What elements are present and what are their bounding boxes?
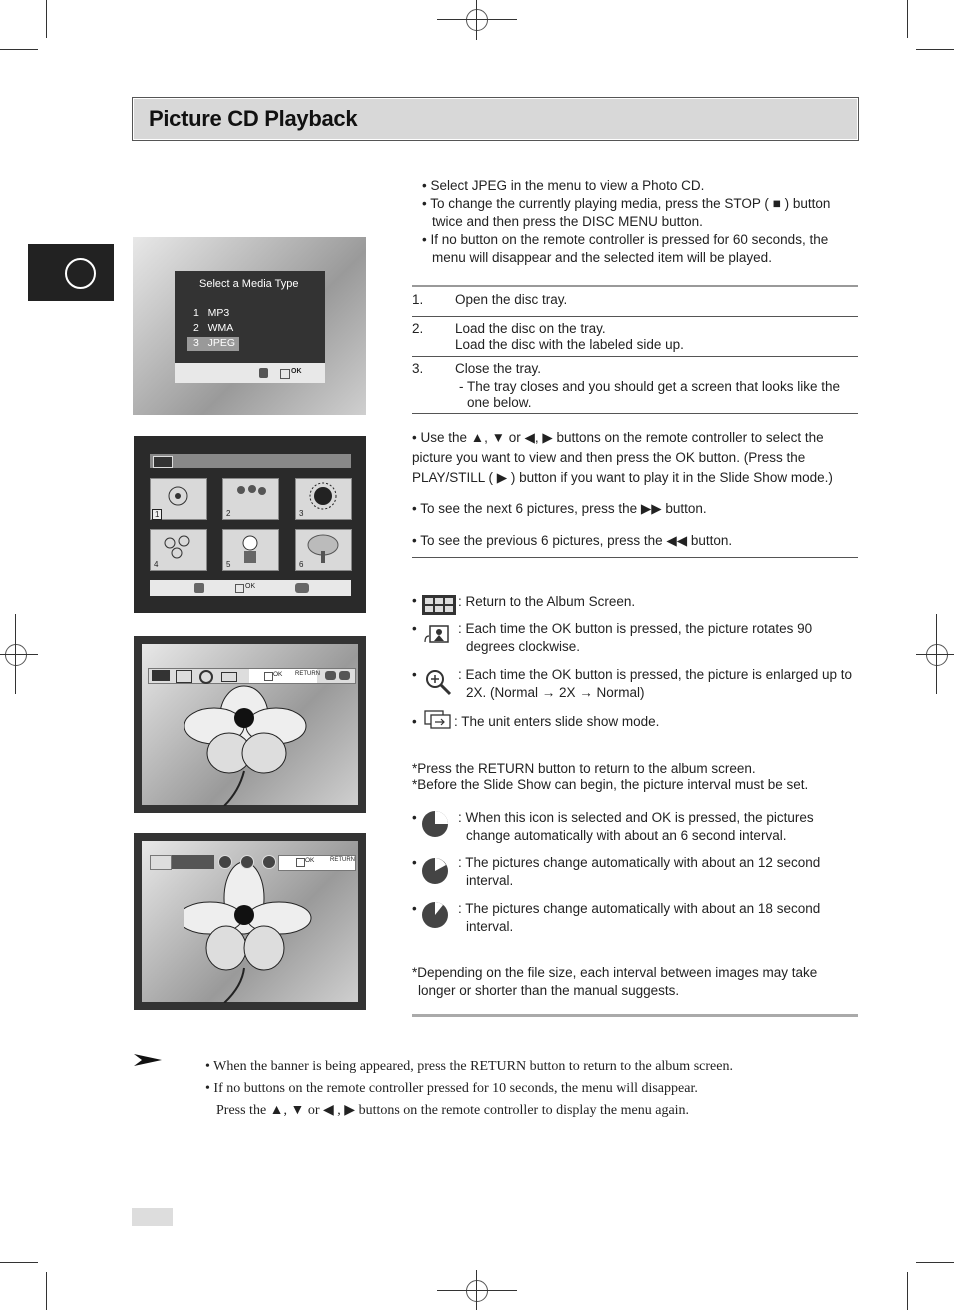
interval-6-icon[interactable] <box>218 855 232 869</box>
crop-mark <box>437 19 517 20</box>
menu-item[interactable]: 2 WMA <box>193 322 234 334</box>
thumb-number: 3 <box>299 509 304 518</box>
crop-mark <box>476 0 477 40</box>
menu-footer <box>175 363 325 383</box>
crop-mark <box>907 0 908 38</box>
interval-6-icon <box>420 809 450 839</box>
interval-item-text: : The pictures change automatically with about an 18 second interval. <box>458 901 821 934</box>
menu-item[interactable]: 1 MP3 <box>193 307 230 319</box>
icon-item-text: : The unit enters slide show mode. <box>454 714 660 729</box>
bottom-notes <box>205 1056 845 1122</box>
updown-icon <box>259 368 268 378</box>
press-note: *Before the Slide Show can begin, the picture interval must be set. <box>412 777 809 792</box>
album-grid-icon <box>422 595 456 615</box>
interval-18-icon <box>420 900 450 930</box>
zoom-icon[interactable] <box>199 670 213 684</box>
viewer-screen <box>134 636 366 813</box>
divider <box>412 557 858 558</box>
divider <box>412 285 858 287</box>
viewer-toolbar <box>148 668 356 684</box>
crop-mark <box>46 1272 47 1310</box>
ok-label: OK <box>245 583 256 590</box>
divider <box>412 316 858 317</box>
nav-bullet: • To see the previous 6 pictures, press the ◀◀ button. <box>412 533 733 548</box>
crop-mark <box>907 1272 908 1310</box>
zoom-icon <box>424 668 452 696</box>
step-number: 2. <box>412 321 424 336</box>
ok-label: OK <box>273 671 283 678</box>
ok-icon <box>296 858 305 867</box>
slideshow-icon <box>424 710 452 730</box>
interval-18-icon[interactable] <box>262 855 276 869</box>
slideshow-screen <box>134 833 366 1010</box>
next-page-icon <box>295 583 309 593</box>
slideshow-icon[interactable] <box>150 855 172 870</box>
nav-bullet: • To see the next 6 pictures, press the ▶▶ button. <box>412 501 707 516</box>
bottom-note: • When the banner is being appeared, press the RETURN button to return to the album screen. <box>205 1059 733 1074</box>
sun-thumbnail-icon <box>305 480 341 516</box>
interval-12-icon <box>420 856 450 886</box>
step-subtext: - The tray closes and you should get a screen that looks like the one below. <box>459 379 840 410</box>
interval-item-text: : The pictures change automatically with about an 12 second interval. <box>458 855 821 888</box>
album-title-bar <box>150 454 351 468</box>
flower-picture <box>184 681 324 806</box>
slideshow-icon[interactable] <box>221 672 237 682</box>
step-text: Open the disc tray. <box>455 292 568 307</box>
interval-item-text: : When this icon is selected and OK is pressed, the pictures change automatically with about an 6 second interval. <box>458 810 814 843</box>
crop-mark <box>0 654 38 655</box>
ok-icon <box>280 369 290 379</box>
slideshow-toolbar <box>148 855 354 869</box>
flower-picture <box>184 858 324 1003</box>
crop-mark <box>0 49 38 50</box>
return-label: RETURN <box>330 857 355 863</box>
menu-title: Select a Media Type <box>199 278 299 290</box>
return-label: RETURN <box>295 671 320 677</box>
step-number: 3. <box>412 361 424 376</box>
album-footer <box>150 580 351 596</box>
thumb-number: 1 <box>152 509 162 520</box>
divider <box>412 413 858 414</box>
ok-icon <box>235 584 244 593</box>
crop-mark <box>437 1290 517 1291</box>
step-number: 1. <box>412 292 424 307</box>
step-text: Close the tray. <box>455 361 542 376</box>
registration-mark <box>466 1280 488 1302</box>
registration-mark <box>926 644 948 666</box>
girl-thumbnail-icon <box>232 531 268 567</box>
navigate-icon <box>194 583 204 593</box>
section-tab <box>28 244 114 301</box>
thumb-number: 6 <box>299 560 304 569</box>
album-screen <box>134 436 366 613</box>
divider <box>412 356 858 357</box>
crop-mark <box>916 654 954 655</box>
crop-mark <box>0 1262 38 1263</box>
rotate-icon[interactable] <box>176 670 192 683</box>
step-subtext: Load the disc with the labeled side up. <box>455 337 684 352</box>
icon-item-text: : Return to the Album Screen. <box>458 594 636 609</box>
bottom-note: Press the ▲, ▼ or ◀ , ▶ buttons on the remote controller to display the menu again. <box>216 1103 690 1118</box>
bottom-note: • If no buttons on the remote controller pressed for 10 seconds, the menu will disappear. <box>205 1081 698 1096</box>
rotate-icon <box>424 624 450 646</box>
prev-icon[interactable] <box>325 671 336 680</box>
page-header <box>132 97 859 141</box>
album-grid-icon[interactable] <box>152 670 170 681</box>
nav-bullet: • Use the ▲, ▼ or ◀, ▶ buttons on the remote controller to select the picture you want to view and then press the OK button. (Press the PLAY/STILL ( ▶ ) button if you want to play it in the Slide Show mode.) <box>412 430 833 485</box>
crop-mark <box>916 1262 954 1263</box>
interval-12-icon[interactable] <box>240 855 254 869</box>
album-grid-icon <box>153 456 173 468</box>
tree-thumbnail-icon <box>305 531 341 567</box>
ok-icon <box>264 672 273 681</box>
intro-bullet: • If no button on the remote controller is pressed for 60 seconds, the menu will disappear and the selected item will be played. <box>422 232 829 265</box>
press-note: *Press the RETURN button to return to the album screen. <box>412 761 756 776</box>
media-type-menu <box>175 271 325 383</box>
note-arrow-icon <box>134 1052 164 1068</box>
thumb-number: 4 <box>154 560 159 569</box>
page-number-box <box>132 1208 173 1226</box>
crop-mark <box>916 49 954 50</box>
people-thumbnail-icon <box>232 480 268 516</box>
flower-thumbnail-icon <box>160 480 196 516</box>
registration-mark <box>466 9 488 31</box>
icon-item-text: : Each time the OK button is pressed, the picture rotates 90 degrees clockwise. <box>458 621 813 654</box>
intro-bullets <box>422 177 852 267</box>
depending-note: *Depending on the file size, each interval between images may take longer or shorter than the manual suggests. <box>412 965 818 998</box>
step-text: Load the disc on the tray. <box>455 321 606 336</box>
next-icon[interactable] <box>339 671 350 680</box>
registration-mark <box>5 644 27 666</box>
divider <box>412 1014 858 1017</box>
thumb-number: 5 <box>226 560 231 569</box>
circle-icon <box>65 258 96 289</box>
crop-mark <box>46 0 47 38</box>
intro-bullet: • Select JPEG in the menu to view a Photo CD. <box>422 178 705 193</box>
page-title: Picture CD Playback <box>149 106 358 131</box>
intro-bullet: • To change the currently playing media, press the STOP ( ■ ) button twice and then press the DISC MENU button. <box>422 196 831 229</box>
menu-item-selected[interactable]: 3 JPEG <box>193 337 236 349</box>
icon-item-text: : Each time the OK button is pressed, the picture is enlarged up to 2X. (Normal → 2X → Normal) <box>458 667 852 700</box>
flowers-thumbnail-icon <box>160 531 196 567</box>
thumb-number: 2 <box>226 509 231 518</box>
ok-label: OK <box>305 857 315 864</box>
ok-label: OK <box>291 368 302 375</box>
